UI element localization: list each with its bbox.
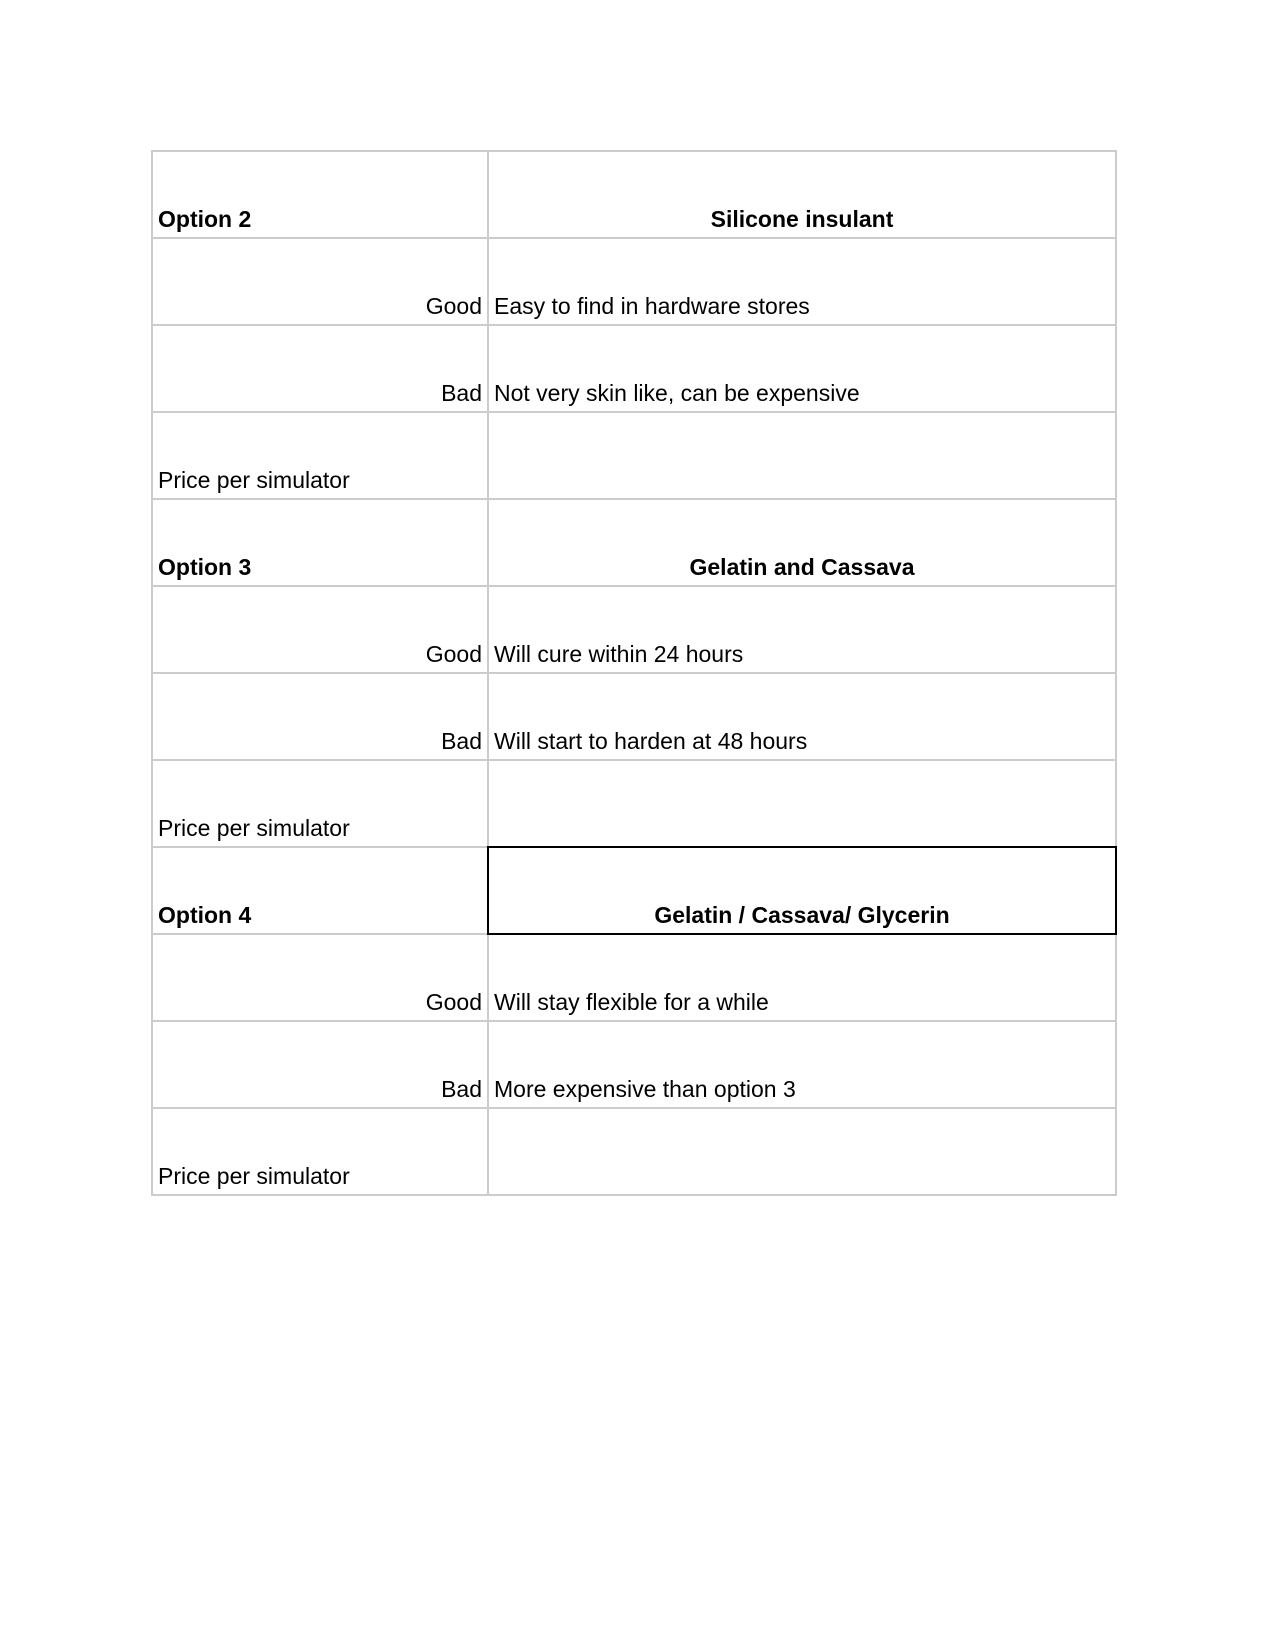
table-row (152, 673, 1116, 760)
option-3-label-cell[interactable]: Option 3 (152, 499, 488, 586)
option-2-price-value-cell[interactable] (488, 412, 1116, 499)
option-4-material-cell-selected[interactable]: Gelatin / Cassava/ Glycerin (488, 847, 1116, 934)
option-4-price-label-cell[interactable]: Price per simulator (152, 1108, 488, 1195)
option-3-bad-label-cell[interactable]: Bad (152, 673, 488, 760)
option-4-price-value-cell[interactable] (488, 1108, 1116, 1195)
option-3-good-label-cell[interactable]: Good (152, 586, 488, 673)
option-3-price-value-cell[interactable] (488, 760, 1116, 847)
table-row (152, 151, 1116, 238)
spreadsheet-page (151, 150, 1115, 1196)
option-3-price-label-cell[interactable]: Price per simulator (152, 760, 488, 847)
option-4-good-value-cell[interactable]: Will stay flexible for a while (488, 934, 1116, 1021)
option-2-price-label-cell[interactable]: Price per simulator (152, 412, 488, 499)
option-3-material-cell[interactable]: Gelatin and Cassava (488, 499, 1116, 586)
table-row (152, 1021, 1116, 1108)
option-3-bad-value-cell[interactable]: Will start to harden at 48 hours (488, 673, 1116, 760)
table-row (152, 586, 1116, 673)
option-4-good-label-cell[interactable]: Good (152, 934, 488, 1021)
table-row (152, 934, 1116, 1021)
option-3-good-value-cell[interactable]: Will cure within 24 hours (488, 586, 1116, 673)
table-row (152, 412, 1116, 499)
option-2-label-cell[interactable]: Option 2 (152, 151, 488, 238)
option-2-bad-label-cell[interactable]: Bad (152, 325, 488, 412)
table-row (152, 1108, 1116, 1195)
options-table (151, 150, 1117, 1196)
table-row (152, 325, 1116, 412)
option-2-material-cell[interactable]: Silicone insulant (488, 151, 1116, 238)
table-row (152, 238, 1116, 325)
option-2-good-label-cell[interactable]: Good (152, 238, 488, 325)
table-row (152, 499, 1116, 586)
option-2-good-value-cell[interactable]: Easy to find in hardware stores (488, 238, 1116, 325)
table-row (152, 760, 1116, 847)
option-4-label-cell[interactable]: Option 4 (152, 847, 488, 934)
table-row (152, 847, 1116, 934)
option-2-bad-value-cell[interactable]: Not very skin like, can be expensive (488, 325, 1116, 412)
option-4-bad-label-cell[interactable]: Bad (152, 1021, 488, 1108)
option-4-bad-value-cell[interactable]: More expensive than option 3 (488, 1021, 1116, 1108)
